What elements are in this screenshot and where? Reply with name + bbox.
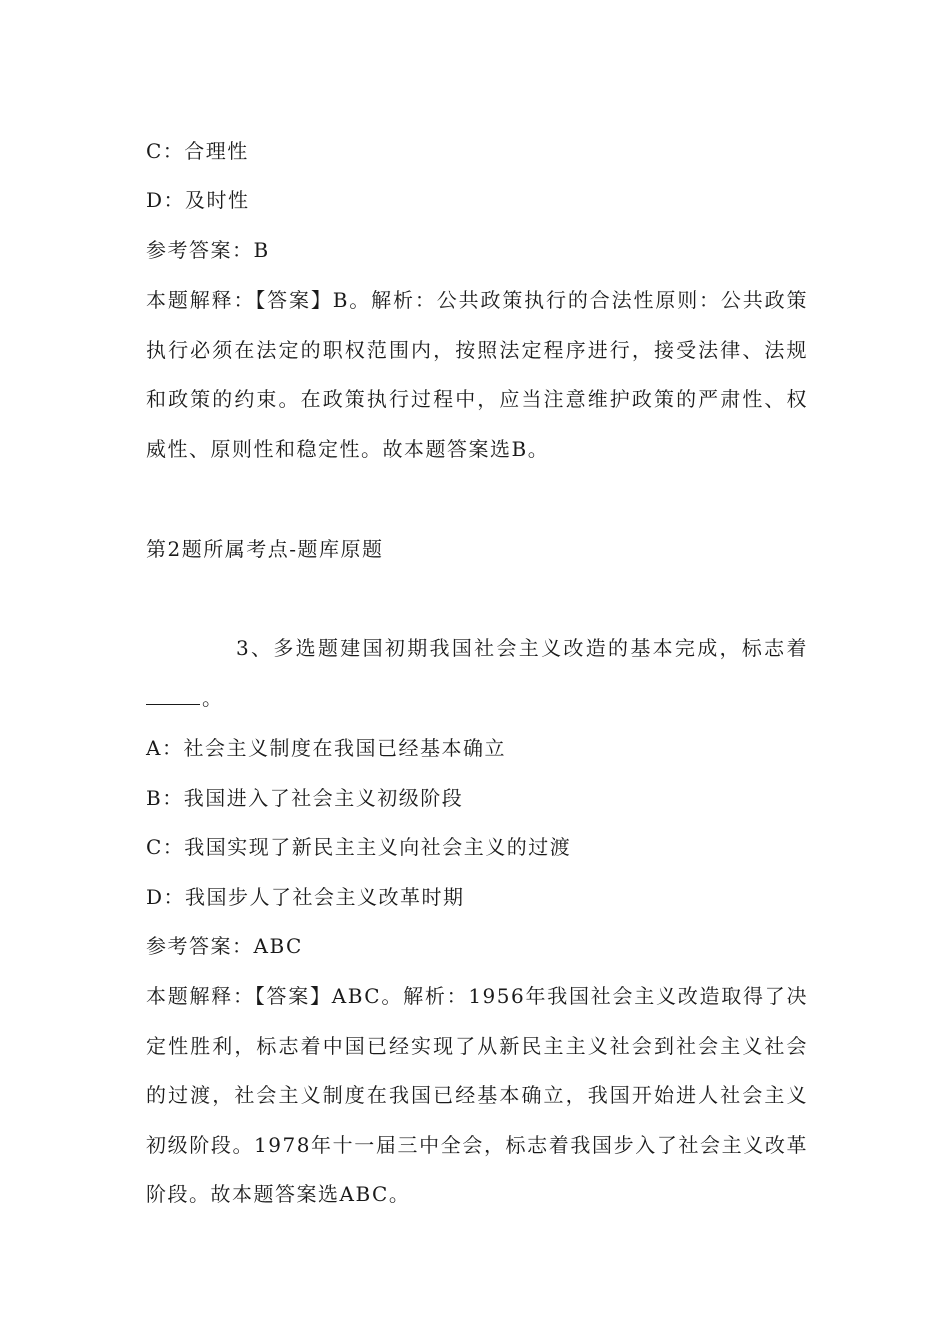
q2-option-d: D：及时性 [146, 188, 250, 212]
q2-source-tag: 第2题所属考点-题库原题 [146, 537, 384, 561]
q2-explanation: 本题解释：【答案】B。解析：公共政策执行的合法性原则：公共政策执行必须在法定的职权范围内，按照法定程序进行，接受法律、法规和政策的约束。在政策执行过程中，应当注意维护政策的严肃性、权威性、原则性和稳定性。故本题答案选B。 [146, 288, 808, 461]
q3-stem [146, 624, 808, 723]
q3-explanation: 本题解释：【答案】ABC。解析：1956年我国社会主义改造取得了决定性胜利，标志着中国已经实现了从新民主主义社会到社会主义社会的过渡，社会主义制度在我国已经基本确立，我国开始进人社会主义初级阶段。1978年十一届三中全会，标志着我国步入了社会主义改革阶段。故本题答案选ABC。 [146, 984, 808, 1206]
answer-blank [146, 690, 200, 705]
q3-answer: 参考答案：ABC [146, 934, 303, 958]
q2-answer: 参考答案：B [146, 238, 270, 262]
q3-option-b: B：我国进入了社会主义初级阶段 [146, 786, 464, 810]
q3-option-d: D：我国步人了社会主义改革时期 [146, 885, 465, 909]
q3-stem-text: 3、多选题建国初期我国社会主义改造的基本完成，标志着 [236, 636, 808, 660]
q3-stem-end: 。 [202, 685, 224, 710]
q2-option-c: C：合理性 [146, 139, 249, 163]
q3-option-a: A：社会主义制度在我国已经基本确立 [146, 736, 506, 760]
q3-option-c: C：我国实现了新民主主义向社会主义的过渡 [146, 835, 572, 859]
